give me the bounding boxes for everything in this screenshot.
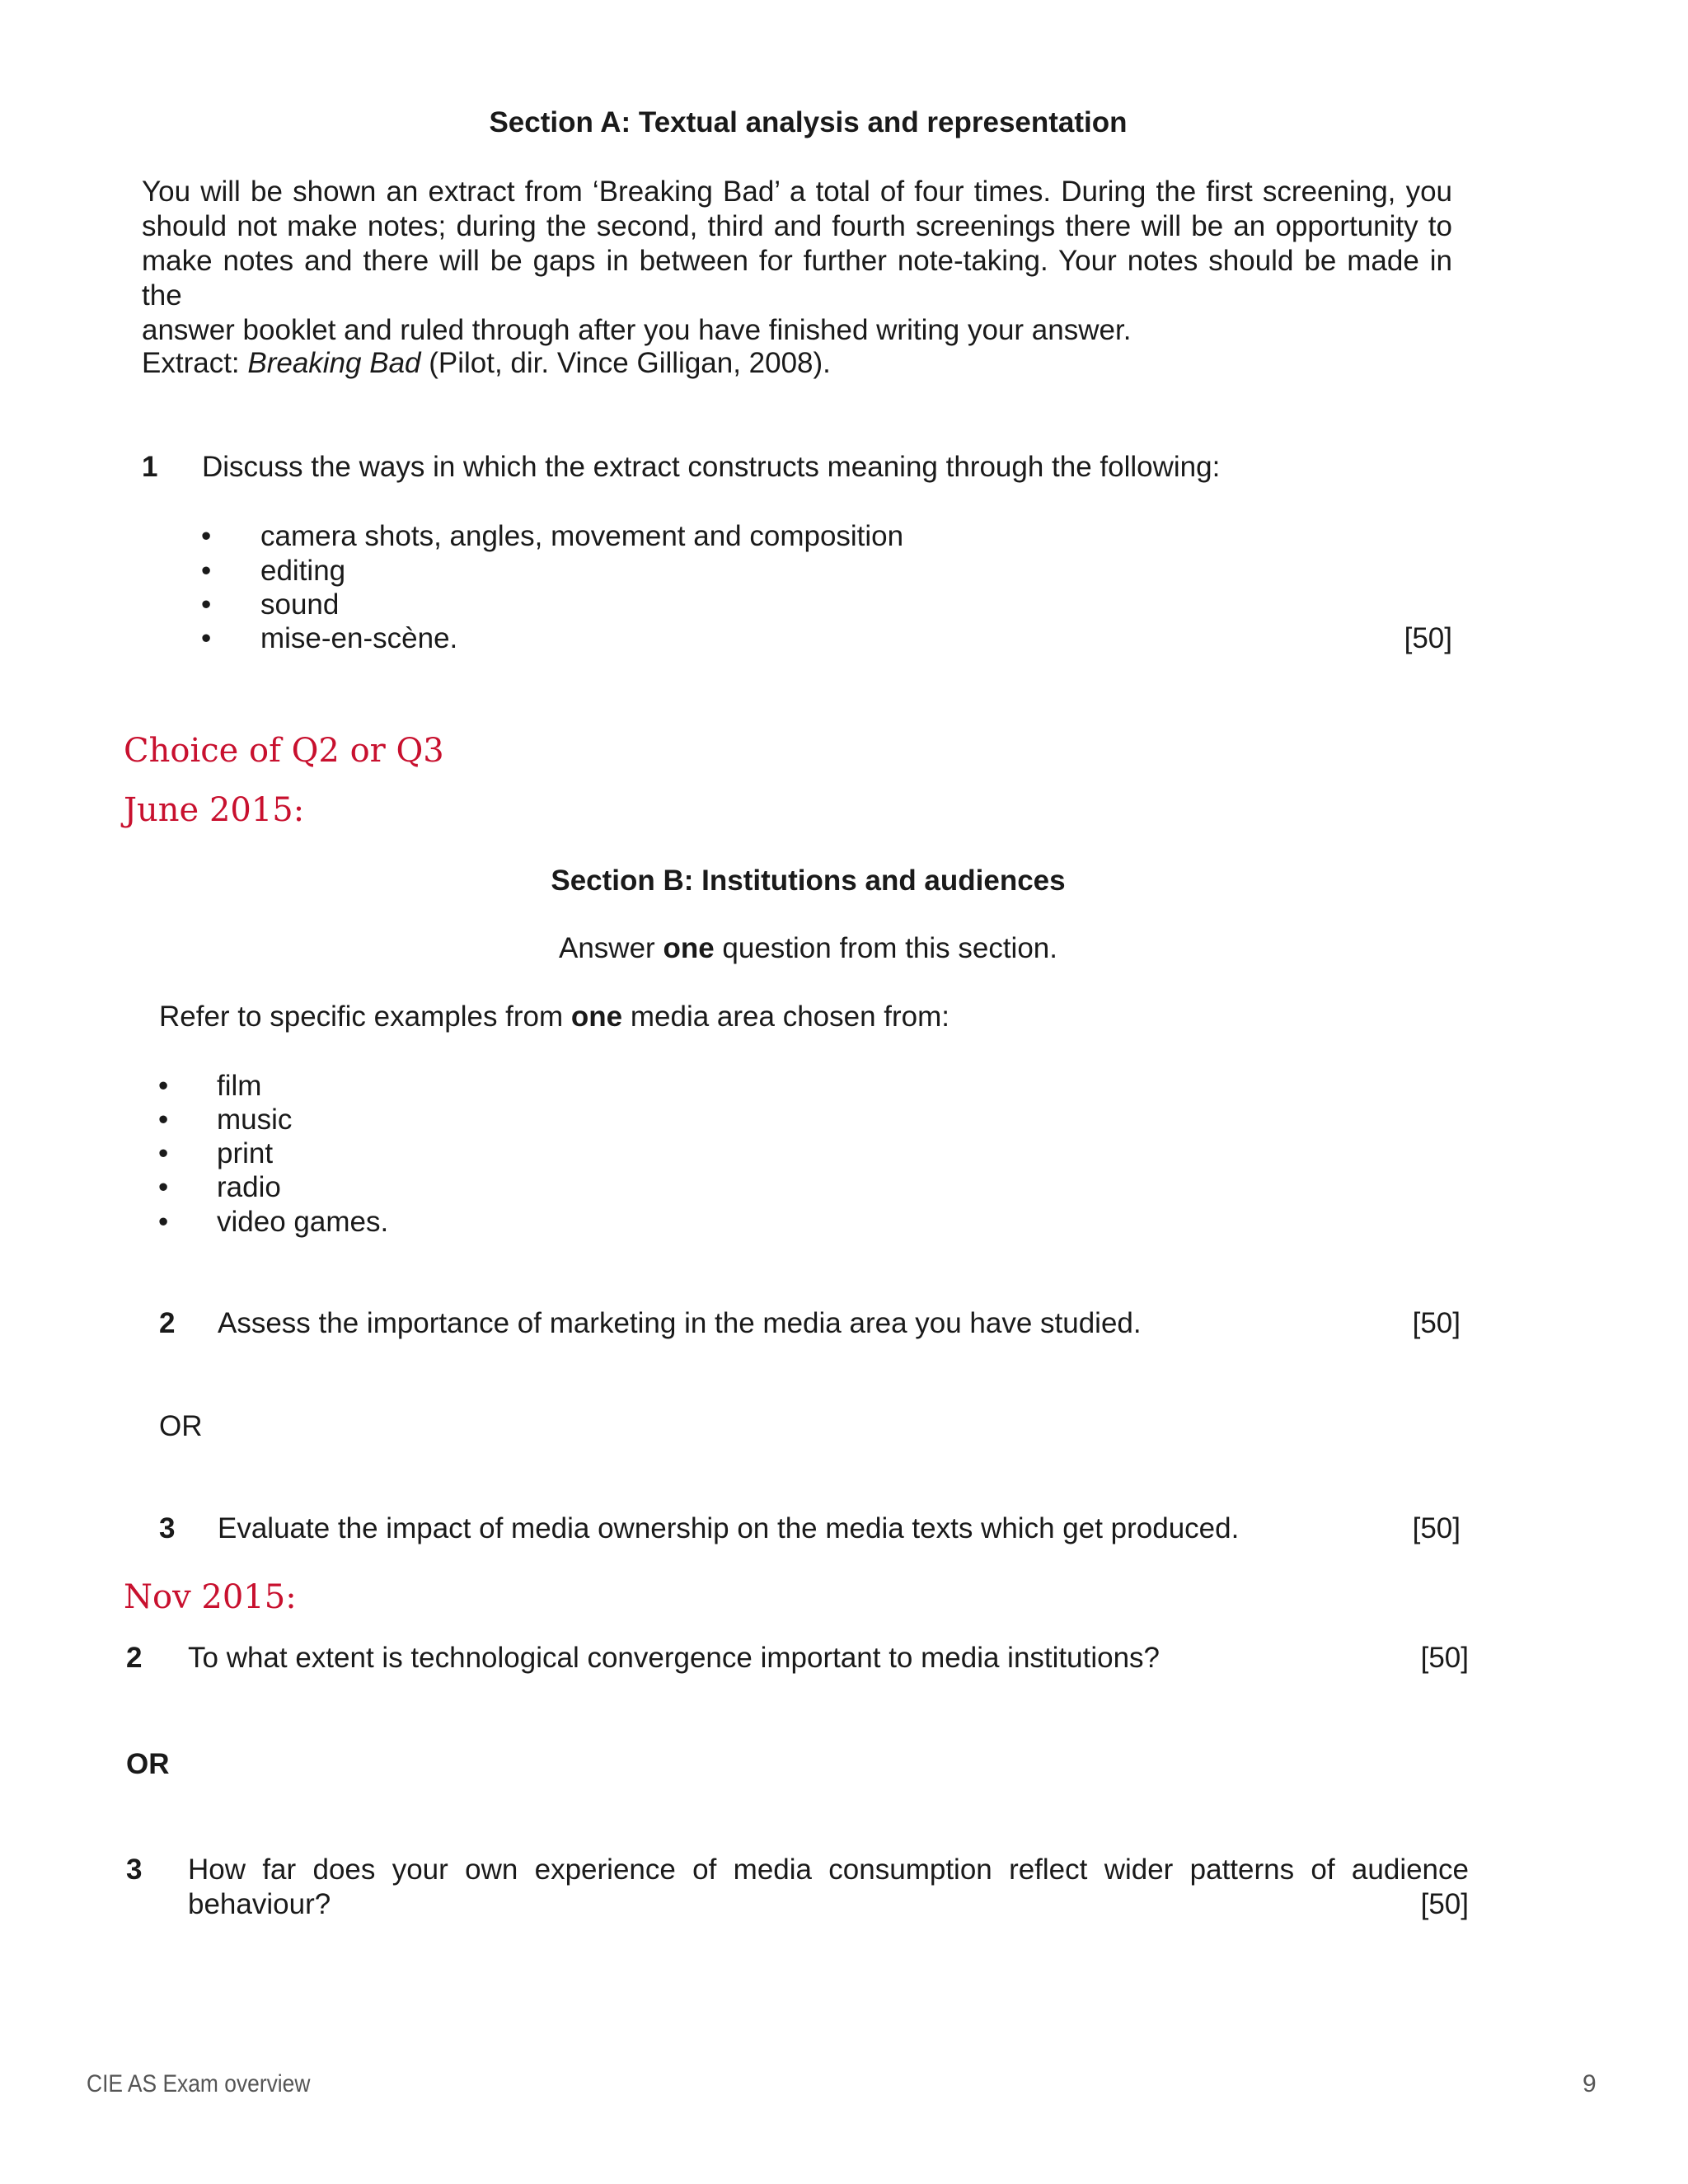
nov-q3-line1: How far does your own experience of media consumption reflect wider patterns of audience <box>188 1854 1469 1886</box>
q1-bullet: camera shots, angles, movement and composition <box>260 520 904 552</box>
extract-line <box>142 346 831 381</box>
bullet-icon: • <box>201 588 212 621</box>
answer-pre: Answer <box>559 932 663 964</box>
page-number: 9 <box>1582 2070 1597 2097</box>
bullet-icon: • <box>201 520 212 552</box>
extract-title: Breaking Bad <box>247 347 421 379</box>
q1-number: 1 <box>142 451 158 483</box>
footer-title: CIE AS Exam overview <box>87 2070 311 2097</box>
nov-q2-number: 2 <box>126 1642 143 1674</box>
bullet-icon: • <box>158 1137 169 1169</box>
extract-prefix: Extract: <box>142 347 248 379</box>
june-annotation: June 2015: <box>124 791 305 829</box>
nov-annotation: Nov 2015: <box>124 1578 297 1616</box>
nov-q3-marks: [50] <box>1420 1888 1469 1920</box>
intro-line: make notes and there will be gaps in between for further note-taking. Your notes should be made in the <box>142 245 1452 312</box>
june-or: OR <box>159 1410 203 1442</box>
media-area-item: radio <box>217 1171 281 1203</box>
q1-bullet: editing <box>260 555 346 587</box>
nov-q3-number: 3 <box>126 1854 143 1886</box>
extract-suffix: (Pilot, dir. Vince Gilligan, 2008). <box>420 347 831 379</box>
refer-pre: Refer to specific examples from <box>159 1001 571 1033</box>
bullet-icon: • <box>201 555 212 587</box>
choice-annotation: Choice of Q2 or Q3 <box>124 732 444 770</box>
media-area-item: print <box>217 1137 274 1169</box>
q1-bullet: mise-en-scène. <box>260 622 458 654</box>
nov-q3-line2: behaviour? <box>188 1888 331 1920</box>
media-area-item: music <box>217 1104 293 1136</box>
media-area-item: film <box>217 1070 262 1102</box>
bullet-icon: • <box>158 1070 169 1102</box>
june-q2-number: 2 <box>159 1307 176 1339</box>
section-b-heading: Section B: Institutions and audiences <box>551 865 1066 897</box>
bullet-icon: • <box>158 1171 169 1203</box>
q1-marks: [50] <box>1404 622 1452 654</box>
intro-line: answer booklet and ruled through after you have finished writing your answer. <box>142 314 1132 346</box>
june-q3-number: 3 <box>159 1512 176 1544</box>
intro-line: You will be shown an extract from ‘Breaking Bad’ a total of four times. During the first screening, you <box>142 176 1452 208</box>
june-q2-text: Assess the importance of marketing in the media area you have studied. <box>218 1307 1142 1339</box>
refer-instruction <box>159 1000 950 1034</box>
q1-bullet: sound <box>260 588 340 621</box>
june-q3-text: Evaluate the impact of media ownership on the media texts which get produced. <box>218 1512 1240 1544</box>
nov-q2-text: To what extent is technological convergence important to media institutions? <box>188 1642 1160 1674</box>
nov-q2-marks: [50] <box>1420 1642 1469 1674</box>
refer-bold: one <box>570 1001 623 1033</box>
q1-text: Discuss the ways in which the extract constructs meaning through the following: <box>202 451 1221 483</box>
refer-post: media area chosen from: <box>622 1001 950 1033</box>
section-a-intro <box>142 175 1452 348</box>
answer-bold: one <box>663 932 715 964</box>
bullet-icon: • <box>158 1104 169 1136</box>
june-q2-marks: [50] <box>1412 1307 1461 1339</box>
media-area-item: video games. <box>217 1206 389 1238</box>
intro-line: should not make notes; during the second, third and fourth screenings there will be an opportunity to <box>142 210 1452 242</box>
section-a-heading: Section A: Textual analysis and representation <box>489 106 1128 138</box>
bullet-icon: • <box>201 622 212 654</box>
june-q3-marks: [50] <box>1412 1512 1461 1544</box>
nov-or: OR <box>126 1748 170 1780</box>
bullet-icon: • <box>158 1206 169 1238</box>
answer-post: question from this section. <box>714 932 1057 964</box>
answer-instruction <box>0 931 1616 966</box>
